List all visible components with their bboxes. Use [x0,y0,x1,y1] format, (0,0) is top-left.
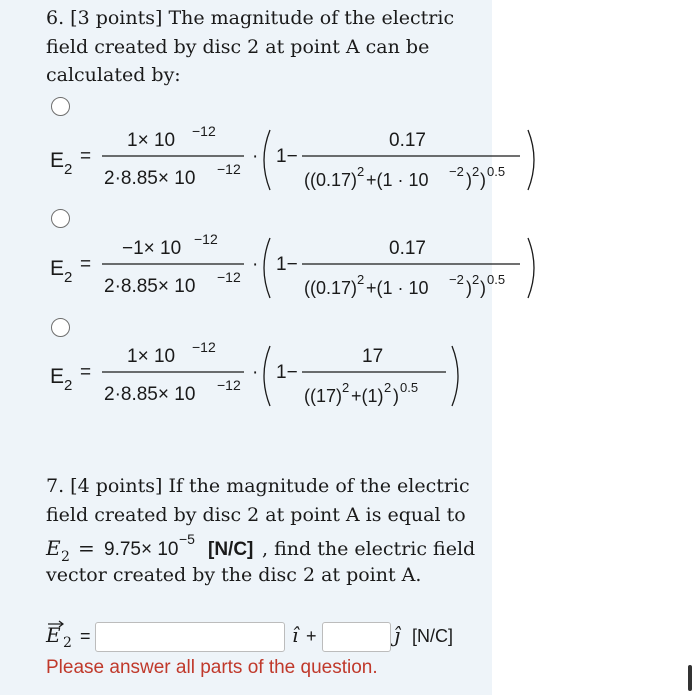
equals-sign: = [78,536,95,560]
numerator-exponent: −12 [192,123,216,139]
one-minus: 1− [276,254,298,275]
inner-den-c: ) [466,278,472,298]
numerator-exponent: −12 [194,231,218,247]
e-subscript: 2 [64,161,73,178]
field-value: 9.75× 10 [104,539,179,560]
e-subscript: 2 [64,269,73,286]
vec-equals: = [80,626,91,646]
numerator-coefficient: 1× 10 [127,130,176,151]
right-paren [528,130,534,190]
denominator-exponent: −12 [217,161,241,177]
numerator-coefficient: −1× 10 [122,238,182,259]
inner-den-c-exp: 2 [472,164,480,179]
one-minus: 1− [276,362,298,383]
left-paren [264,238,270,298]
numerator-coefficient: 1× 10 [127,346,176,367]
denominator-coefficient: 2·8.85× 10 [104,384,196,405]
e-subscript: 2 [61,549,70,565]
j-hat-symbol: ĵ [394,623,401,647]
i-hat-symbol: î [292,623,299,647]
inner-den-c: ) [466,170,472,190]
e-symbol: E [46,536,61,560]
right-paren [452,346,458,406]
one-minus: 1− [276,146,298,167]
scrollbar-thumb[interactable] [688,665,692,691]
inner-den-c: ) [393,386,399,406]
left-paren [264,130,270,190]
inner-den-b: +(1) [351,386,384,406]
dot-operator: · [252,362,259,383]
equals-sign: = [80,362,92,383]
denominator-coefficient: 2·8.85× 10 [104,276,196,297]
question-6-prompt: 6. [3 points] The magnitude of the electric field created by disc 2 at point A can be calculated by: [46,7,455,86]
e-symbol: E [50,149,65,172]
e-subscript: 2 [64,377,73,394]
inner-numerator: 0.17 [389,238,426,259]
dot-operator: · [252,254,259,275]
i-component-input[interactable] [95,622,285,652]
outer-exponent: 0.5 [487,164,506,179]
prompt-continuation: , find the electric field [262,538,476,560]
answer-unit: [N/C] [412,626,454,646]
inner-den-a: ((17) [304,386,343,406]
inner-den-b-exp: −2 [449,272,464,287]
inner-den-b: +(1 · 10 [366,278,429,298]
question-7-prompt-end: vector created by the disc 2 at point A. [46,564,422,586]
inner-numerator: 17 [362,346,384,367]
vec-e-symbol: E [46,623,61,647]
numerator-exponent: −12 [192,339,216,355]
left-paren [264,346,270,406]
vec-e-subscript: 2 [63,635,72,651]
field-value-exponent: −5 [179,531,195,547]
option-1-formula[interactable] [50,123,534,190]
error-message: Please answer all parts of the question. [46,657,378,678]
question-7-prompt: 7. [4 points] If the magnitude of the electric field created by disc 2 at point A is equal to [46,475,470,526]
denominator-exponent: −12 [217,269,241,285]
e-symbol: E [50,257,65,280]
unit-label: [N/C] [208,539,254,560]
right-paren [528,238,534,298]
plus-sign: + [306,626,317,646]
denominator-exponent: −12 [217,377,241,393]
denominator-coefficient: 2·8.85× 10 [104,168,196,189]
inner-den-a-exp: 2 [342,380,350,395]
inner-numerator: 0.17 [389,130,426,151]
e-symbol: E [50,365,65,388]
equals-sign: = [80,254,92,275]
inner-den-d: ) [480,170,486,190]
option-2-formula[interactable] [50,231,534,298]
inner-den-a: ((0.17) [304,170,358,190]
inner-den-a-exp: 2 [357,164,365,179]
inner-den-c-exp: 2 [472,272,480,287]
inner-den-b: +(1 · 10 [366,170,429,190]
inner-den-d: ) [480,278,486,298]
inner-den-b-exp: 2 [384,380,392,395]
inner-den-b-exp: −2 [449,164,464,179]
equals-sign: = [80,146,92,167]
outer-exponent: 0.5 [487,272,506,287]
option-3-formula[interactable] [50,339,458,406]
outer-exponent: 0.5 [400,380,419,395]
inner-den-a: ((0.17) [304,278,358,298]
q7-value-line [45,531,475,565]
inner-den-a-exp: 2 [357,272,365,287]
j-component-input[interactable] [322,622,391,652]
dot-operator: · [252,146,259,167]
